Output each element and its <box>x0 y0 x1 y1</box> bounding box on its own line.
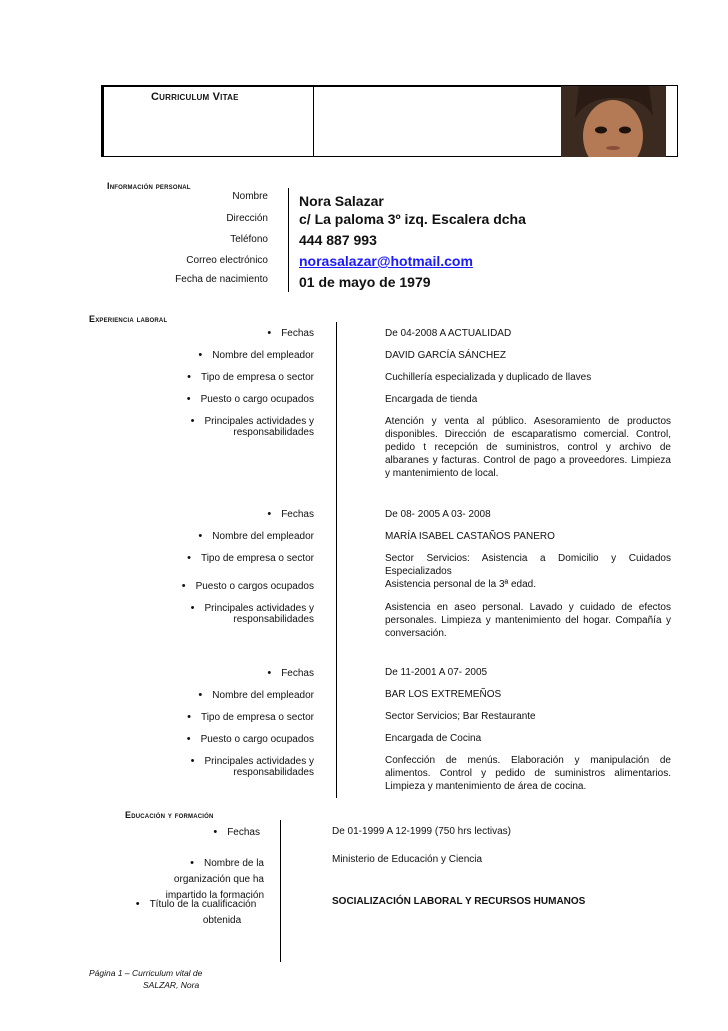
job1-puesto: Encargada de tienda <box>385 394 478 405</box>
value-telefono: 444 887 993 <box>299 232 377 248</box>
label-nacimiento: Fecha de nacimiento <box>175 274 268 285</box>
job2-actividades: Asistencia en aseo personal. Lavado y cuidado de efectos personales. Limpieza y mantenimiento del hogar. Compañía y conversación. <box>385 602 671 639</box>
edu-titulo: SOCIALIZACIÓN LABORAL Y RECURSOS HUMANOS <box>332 896 586 907</box>
label-nombre: Nombre <box>232 191 268 202</box>
label-telefono: Teléfono <box>230 234 268 245</box>
value-correo-link[interactable]: norasalazar@hotmail.com <box>299 253 473 269</box>
job1-actividades: Atención y venta al público. Asesoramiento de productos disponibles. Dirección de escaparatismo comercial. Control, pedido t recepción de suministros, control y archivo de albaranes y facturas. Control de pago a proveedores. Limpieza y mantenimiento de local. <box>385 416 671 479</box>
personal-divider <box>288 188 289 292</box>
job2-tipo: Sector Servicios: Asistencia a Domicilio y Cuidados Especializados <box>385 553 671 577</box>
page-footer <box>89 967 202 991</box>
value-nacimiento: 01 de mayo de 1979 <box>299 274 431 290</box>
edu-org: Ministerio de Educación y Ciencia <box>332 854 483 865</box>
job3-puesto-label: • Puesto o cargo ocupados <box>186 733 314 745</box>
job3-fechas: De 11-2001 A 07- 2005 <box>385 667 488 678</box>
job1-tipo-label: • Tipo de empresa o sector <box>187 371 314 383</box>
edu-fechas-label: • Fechas <box>213 826 260 838</box>
job2-empleador: MARÍA ISABEL CASTAÑOS PANERO <box>385 531 555 542</box>
edu-fechas: De 01-1999 A 12-1999 (750 hrs lectivas) <box>332 826 511 837</box>
footer-line-2: SALZAR, Nora <box>143 980 200 990</box>
footer-line-1: Página 1 – Curriculum vital de <box>89 968 203 978</box>
job1-empleador: DAVID GARCÍA SÁNCHEZ <box>385 350 506 361</box>
job1-fechas: De 04-2008 A ACTUALIDAD <box>385 328 512 339</box>
job3-empleador-label: • Nombre del empleador <box>198 689 314 701</box>
job2-puesto: Asistencia personal de la 3ª edad. <box>385 579 537 590</box>
job3-tipo-label: • Tipo de empresa o sector <box>187 711 314 723</box>
profile-photo <box>561 86 666 157</box>
value-nombre: Nora Salazar <box>299 193 384 209</box>
education-section-title: Educación y formación <box>125 810 214 820</box>
label-correo: Correo electrónico <box>186 255 268 266</box>
job1-actividades-label: • Principales actividades y responsabilidades <box>190 415 314 438</box>
experience-divider <box>336 322 337 798</box>
job2-puesto-label: • Puesto o cargos ocupados <box>181 580 314 592</box>
job2-tipo-label: • Tipo de empresa o sector <box>187 552 314 564</box>
job2-fechas-label: • Fechas <box>267 508 314 520</box>
job2-empleador-label: • Nombre del empleador <box>198 530 314 542</box>
header-left-rule <box>101 85 104 157</box>
job3-puesto: Encargada de Cocina <box>385 733 482 744</box>
job1-fechas-label: • Fechas <box>267 327 314 339</box>
education-divider <box>280 820 281 962</box>
edu-org-label: • Nombre de la organización que ha impartido la formación <box>165 857 264 901</box>
job3-tipo: Sector Servicios; Bar Restaurante <box>385 711 536 722</box>
job2-actividades-label: • Principales actividades y responsabilidades <box>190 602 314 625</box>
label-direccion: Dirección <box>226 213 268 224</box>
edu-titulo-label: • Título de la cualificación obtenida <box>135 898 257 926</box>
job3-empleador: BAR LOS EXTREMEÑOS <box>385 689 502 700</box>
job1-empleador-label: • Nombre del empleador <box>198 349 314 361</box>
job3-actividades-label: • Principales actividades y responsabilidades <box>190 755 314 778</box>
personal-section-title: Información personal <box>107 181 191 191</box>
cv-title: Curriculum Vitae <box>151 91 239 103</box>
job3-actividades: Confección de menús. Elaboración y manipulación de alimentos. Control y pedido de suministros alimentarios. Limpieza y mantenimiento de área de cocina. <box>385 755 671 792</box>
header-divider <box>313 86 314 156</box>
job1-tipo: Cuchillería especializada y duplicado de llaves <box>385 372 592 383</box>
value-direccion: c/ La paloma 3º izq. Escalera dcha <box>299 211 526 227</box>
job1-puesto-label: • Puesto o cargo ocupados <box>186 393 314 405</box>
job3-fechas-label: • Fechas <box>267 667 314 679</box>
experience-section-title: Experiencia laboral <box>89 314 168 324</box>
job2-fechas: De 08- 2005 A 03- 2008 <box>385 509 491 520</box>
